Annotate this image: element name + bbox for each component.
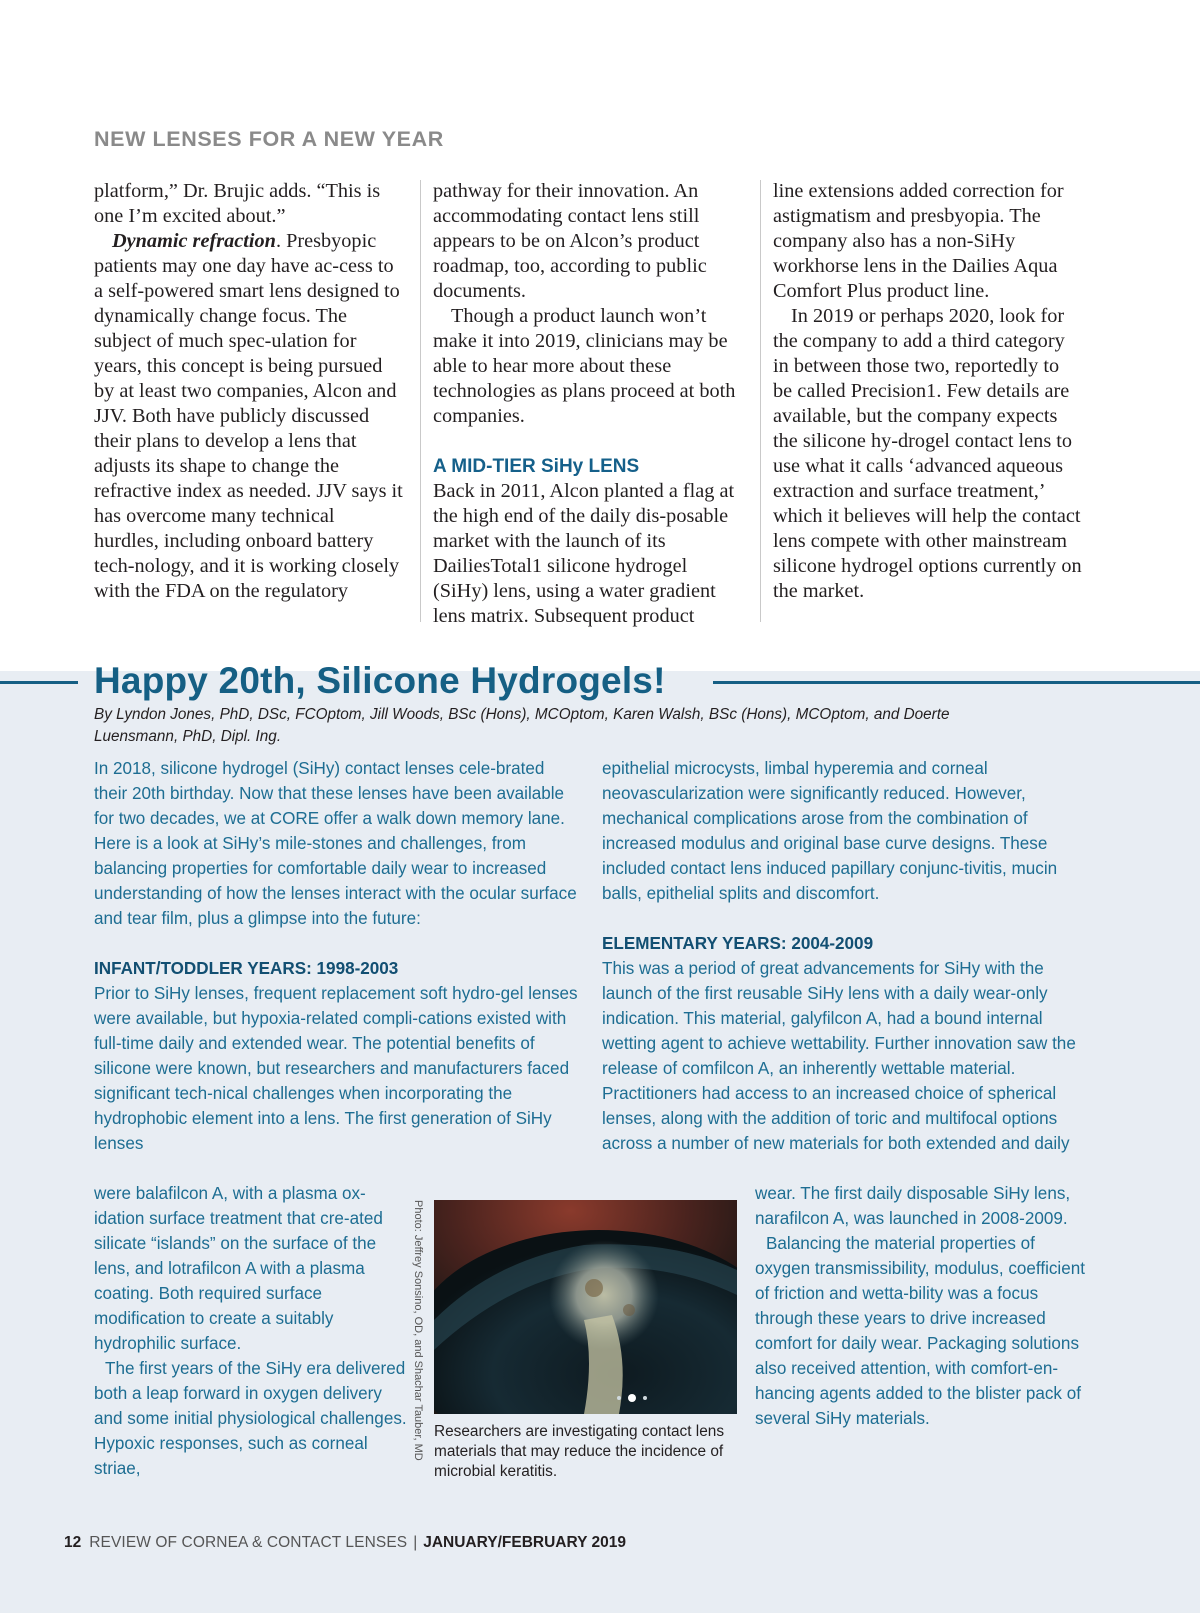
sidebar-byline: By Lyndon Jones, PhD, DSc, FCOptom, Jill Woods, BSc (Hons), MCOptom, Karen Walsh, BSc (Hons), MCOptom, and Doerte Luensmann, PhD, Dipl. Ing. bbox=[94, 706, 950, 745]
sidebar-paragraph: were balafilcon A, with a plasma ox-idation surface treatment that cre-ated silicate “islands” on the surface of the lens, and lotrafilcon A with a plasma coating. Both required surface modification to create a suitably hydrophilic surface. bbox=[94, 1184, 383, 1353]
article-column-3 bbox=[773, 179, 1083, 635]
article-subhead: A MID-TIER SiHy LENS bbox=[433, 456, 640, 477]
column-rule bbox=[420, 180, 421, 622]
sidebar-paragraph: The first years of the SiHy era delivered both a leap forward in oxygen delivery and some initial physiological challenges. Hypoxic responses, such as corneal striae, bbox=[94, 1359, 407, 1478]
issue-date: JANUARY/FEBRUARY 2019 bbox=[423, 1534, 626, 1551]
footer-separator: | bbox=[413, 1534, 418, 1551]
article-paragraph: Though a product launch won’t make it into 2019, clinicians may be able to hear more about these technologies as plans proceed at both companies. bbox=[433, 305, 736, 427]
page-footer bbox=[64, 1534, 626, 1552]
title-rule-right bbox=[713, 681, 1200, 684]
article-paragraph: In 2019 or perhaps 2020, look for the company to add a third category in between those two, reportedly to be called Precision1. Few details are available, but the company expects the silicone hy-drogel contact lens to use what it calls ‘advanced aqueous extraction and surface treatment,’ which it believes will help the contact lens compete with other mainstream silicone hydrogel options currently on the market. bbox=[773, 305, 1082, 602]
sidebar-paragraph: Prior to SiHy lenses, frequent replacement soft hydro-gel lenses were available, but hypoxia-related compli-cations existed with full-time daily and extended wear. The potential benefits of silicone were known, but researchers and manufacturers faced significant tech-nical challenges when incorporating the hydrophobic element into a lens. The first generation of SiHy lenses bbox=[94, 984, 578, 1153]
column-rule bbox=[760, 180, 761, 622]
sidebar-paragraph: epithelial microcysts, limbal hyperemia and corneal neovascularization were significantly reduced. However, mechanical complications arose from the combination of increased modulus and original base curve designs. These included contact lens induced papillary conjunc-tivitis, mucin balls, epithelial splits and discomfort. bbox=[602, 759, 1058, 903]
sidebar-right-column bbox=[602, 756, 1092, 1181]
article-paragraph: line extensions added correction for astigmatism and presbyopia. The company also has a non-SiHy workhorse lens in the Dailies Aqua Comfort Plus product line. bbox=[773, 180, 1064, 302]
title-rule-left bbox=[0, 681, 78, 684]
sidebar-left-column bbox=[94, 756, 582, 1156]
sidebar-paragraph: In 2018, silicone hydrogel (SiHy) contact lenses cele-brated their 20th birthday. Now that these lenses have been available for two decades, we at CORE offer a walk down memory lane. Here is a look at SiHy’s mile-stones and challenges, from balancing properties for comfortable daily wear to increased understanding of how the lenses interact with the ocular surface and tear film, plus a glimpse into the future: bbox=[94, 759, 577, 928]
sidebar-title: Happy 20th, Silicone Hydrogels! bbox=[94, 660, 666, 701]
sidebar-paragraph: Balancing the material properties of oxygen transmissibility, modulus, coefficient of friction and wetta-bility was a focus through these years to drive increased comfort for daily wear. Packaging solutions also received attention, with comfort-en-hancing agents added to the blister pack of several SiHy materials. bbox=[755, 1234, 1085, 1428]
section-label: NEW LENSES FOR A NEW YEAR bbox=[94, 127, 444, 151]
page-number: 12 bbox=[64, 1534, 82, 1551]
article-paragraph bbox=[94, 229, 404, 604]
sidebar-subhead: ELEMENTARY YEARS: 2004-2009 bbox=[602, 934, 874, 953]
run-in-head: Dynamic refraction bbox=[112, 230, 276, 252]
eye-image bbox=[434, 1200, 737, 1414]
sidebar-right-narrow-column bbox=[755, 1181, 1090, 1481]
article-paragraph: pathway for their innovation. An accommodating contact lens still appears to be on Alcon’s product roadmap, too, according to public documents. bbox=[433, 180, 707, 302]
sidebar-paragraph: This was a period of great advancements for SiHy with the launch of the first reusable SiHy lens with a daily wear-only indication. This material, galyfilcon A, had a bound internal wetting agent to achieve wettability. Further innovation saw the release of comfilcon A, an inherently wettable material. Practitioners had access to an increased choice of spherical lenses, along with the addition of toric and multifocal options across a number of new materials for both extended and daily bbox=[602, 959, 1076, 1153]
photo-caption: Researchers are investigating contact lens materials that may reduce the incidence of microbial keratitis. bbox=[434, 1423, 725, 1480]
eye-photo bbox=[434, 1200, 737, 1414]
photo-credit: Photo: Jeffrey Sonsino, OD, and Shachar Tauber, MD bbox=[412, 1200, 424, 1461]
article-text: . Presbyopic patients may one day have ac-cess to a self-powered smart lens designed to dynamically change focus. The subject of much spec-ulation for years, this concept is being pursued by at least two companies, Alcon and JJV. Both have publicly discussed their plans to develop a lens that adjusts its shape to change the refractive index as needed. JJV says it has overcome many technical hurdles, including onboard battery tech-nology, and it is working closely with the FDA on the regulatory bbox=[94, 230, 403, 602]
article-column-1 bbox=[94, 179, 404, 635]
publication-name: REVIEW OF CORNEA & CONTACT LENSES bbox=[89, 1534, 408, 1551]
article-paragraph: platform,” Dr. Brujic adds. “This is one I’m excited about.” bbox=[94, 180, 381, 227]
sidebar-subhead: INFANT/TODDLER YEARS: 1998-2003 bbox=[94, 959, 399, 978]
sidebar-paragraph: wear. The first daily disposable SiHy lens, narafilcon A, was launched in 2008-2009. bbox=[755, 1184, 1071, 1228]
article-paragraph: Back in 2011, Alcon planted a flag at the high end of the daily dis-posable market with the launch of its DailiesTotal1 silicone hydrogel (SiHy) lens, using a water gradient lens matrix. Subsequent product bbox=[433, 480, 735, 627]
article-column-2 bbox=[433, 179, 743, 635]
sidebar-left-narrow-column bbox=[94, 1181, 410, 1481]
